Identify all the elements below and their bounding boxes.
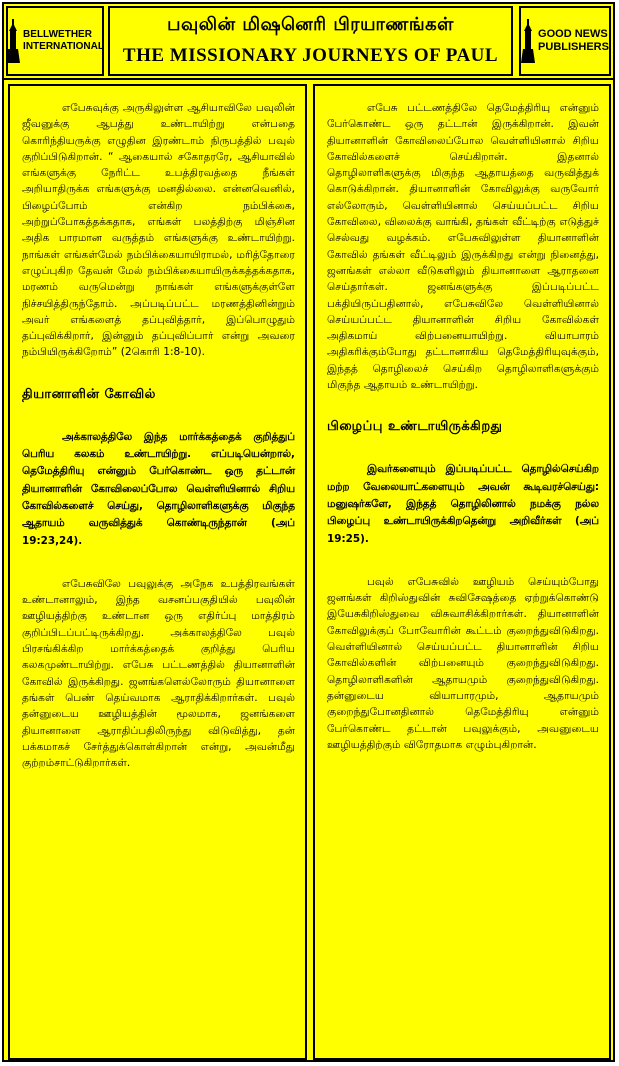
logo-right-text: GOOD NEWS PUBLISHERS: [538, 28, 609, 53]
tower-icon: [6, 19, 20, 63]
body-paragraph: எபேசுவிலே பவுலுக்கு அநேக உபத்திரவங்கள் உண்டானாலும், இந்த வசனப்பகுதியில் பவுலின் ஊழியத்திற்கு உண்டான ஒரு எதிர்ப்பு மாத்திரம் குறிப்பிடப்பட்டிருக்கிறது. அக்காலத்திலே பவுல் பிரசங்கிக்கிற மார்க்கத்தைக் குறித்து பெரிய கலகமுண்டாயிற்று. எபேசு பட்டணத்தில் தியானாளின் கோவில் இருக்கிறது. ஜனங்களெல்லோரும் தியானாளை தங்கள் பெண் தெய்வமாக ஆராதிக்கிறார்கள். பவுல் தன்னுடைய ஊழியத்தின் மூலமாக, ஜனங்களை தியானாளை ஆராதிப்பதிலிருந்து விடுவித்து, தன் பக்கமாகச் சேர்த்துக்கொள்கிறான் என்று, அவன்மீது குற்றம்சாட்டுகிறார்கள்.: [22, 577, 295, 770]
section-heading: தியானாளின் கோவில்: [22, 386, 156, 402]
page-title-tamil: பவுலின் மிஷனெரி பிரயாணங்கள்: [167, 14, 454, 35]
bellwether-logo: [6, 6, 104, 76]
page: [2, 2, 615, 1062]
page-title-english: THE MISSIONARY JOURNEYS OF PAUL: [122, 45, 499, 66]
section-heading: பிழைப்பு உண்டாயிருக்கிறது: [327, 419, 503, 435]
left-column: [8, 84, 307, 1060]
logo-left-text: BELLWETHER INTERNATIONAL: [23, 29, 104, 52]
right-column: [313, 84, 611, 1060]
body-paragraph: பவுல் எபேசுவில் ஊழியம் செய்யும்போது ஜனங்கள் கிறிஸ்துவின் சுவிசேஷத்தை ஏற்றுக்கொண்டு இயேசுகிறிஸ்துவை விசுவாசிக்கிறார்கள். தியானாளின் கோவிலுக்குப் போவோரின் கூட்டம் குறைந்துவிடுகிறது. வெள்ளியினால் செய்யப்பட்ட தியானாளின் சிறிய கோவில்களின் விற்பனையும் குறைந்துவிடுகிறது. தொழிலாளிகளின் ஆதாயமும் குறைந்துவிடுகிறது. தன்னுடைய வியாபாரமும், ஆதாயமும் குறைந்துபோனதினால் தெமேத்திரியு என்னும் பேர்கொண்ட தட்டான் பவுலுக்கும், அவனுடைய ஊழியத்திற்கும் விரோதமாக எழும்புகிறான்.: [327, 575, 599, 751]
title-box: [108, 6, 513, 76]
body-paragraph: எபேசு பட்டணத்திலே தெமேத்திரியு என்னும் பேர்கொண்ட ஒரு தட்டான் இருக்கிறான். இவன் தியானாளின் கோவிலைப்போல வெள்ளியினால் சிறிய கோவில்களைச் செய்கிறான். இதனால் தொழிலாளிகளுக்கு மிகுந்த ஆதாயத்தை வருவித்துக் கொடுக்கிறான். தியானாளின் கோவிலுக்கு வருவோர் எல்லோரும், வெள்ளியினால் செய்யப்பட்ட சிறிய கோவிலை, விலைக்கு வாங்கி, தங்கள் வீட்டிற்கு எடுத்துச் செல்வது வழக்கம். எபேசுவிலுள்ள தியானாளின் கோவில் தங்கள் வீட்டிலும் இருக்கிறது என்று நினைத்து, ஜனங்கள் எல்லா வீடுகளிலும் தியானாளை ஆராதனை செய்தார்கள். ஜனங்களுக்கு இப்படிப்பட்ட பக்தியிருப்பதினால், எபேசுவிலே வெள்ளியினால் செய்யப்பட்ட தியானாளின் சிறிய கோவில்கள் அதிகமாய் விற்பனையாயிற்று. வியாபாரம் அதிகரிக்கும்போது தட்டானாகிய தெமேத்திரியுவுக்கும், இந்தத் தொழிலைச் செய்கிற தொழிலாளிகளுக்கும் மிகுந்த ஆதாயம் உண்டாயிற்று.: [327, 102, 599, 392]
scripture-paragraph: அக்காலத்திலே இந்த மார்க்கத்தைக் குறித்துப் பெரிய கலகம் உண்டாயிற்று. எப்படியென்றால், தெமேத்திரியு என்னும் பேர்கொண்ட ஒரு தட்டான் தியானாளின் கோவிலைப்போல வெள்ளியினால் சிறிய கோவில்களைச் செய்து, தொழிலாளிகளுக்கு மிகுந்த ஆதாயம் வருவித்துக் கொண்டிருந்தான் (அப் 19:23,24).: [22, 430, 295, 547]
tower-icon: [521, 19, 535, 63]
header: [4, 4, 613, 80]
body-paragraph: எபேசுவுக்கு அருகிலுள்ள ஆசியாவிலே பவுலின் ஜீவனுக்கு ஆபத்து உண்டாயிற்று என்பதை கொரிந்தியருக்கு எழுதின இரண்டாம் நிருபத்தில் பவுல் குறிப்பிடுகிறான். “ ஆகையால் சகோதரரே, ஆசியாவில் எங்களுக்கு நேரிட்ட உபத்திரவத்தை நீங்கள் அறியாதிருக்க எங்களுக்கு மனதில்லை. என்னவெனில், பிழைப்போம் என்கிற நம்பிக்கை, அற்றுப்போகத்தக்கதாக, எங்கள் பலத்திற்கு மிஞ்சின அதிக பாரமான வருத்தம் எங்களுக்கு உண்டாயிற்று. நாங்கள் எங்கள்மேல் நம்பிக்கையாயிராமல், மரித்தோரை எழுப்புகிற தேவன் மேல் நம்பிக்கையாயிருக்கத்தக்கதாக, மரணம் வருமென்று நாங்கள் எங்களுக்குள்ளே நிச்சயித்திருந்தோம். அப்படிப்பட்ட மரணத்தினின்றும் அவர் எங்களைத் தப்புவித்தார், இப்பொழுதும் தப்புவிக்கிறார், இன்னும் தப்புவிப்பார் என்று அவரை நம்பியிருக்கிறோம்” (2கொரி 1:8-10).: [22, 102, 295, 359]
scripture-paragraph: இவர்களையும் இப்படிப்பட்ட தொழில்செய்கிற மற்ற வேலையாட்களையும் அவன் கூடிவரச்செய்து: மனுஷர்களே, இந்தத் தொழிலினால் நமக்கு நல்ல பிழைப்பு உண்டாயிருக்கிறதென்று அறிவீர்கள் (அப் 19:25).: [327, 463, 599, 545]
good-news-logo: [519, 6, 611, 76]
